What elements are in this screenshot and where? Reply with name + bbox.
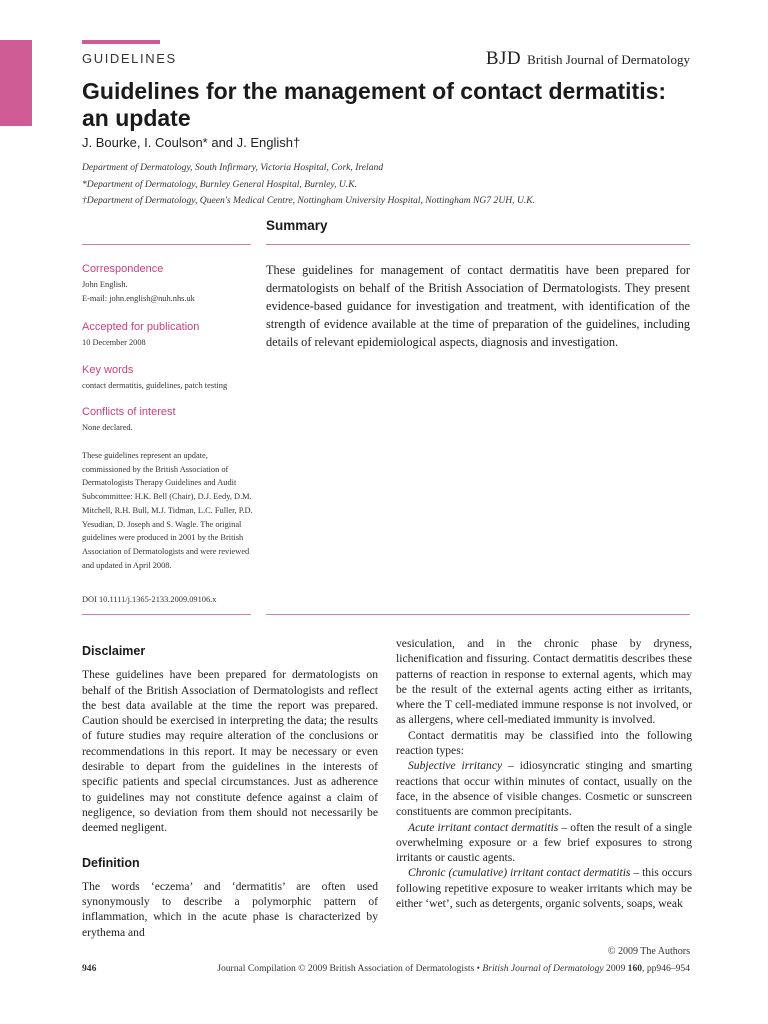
affiliation: †Department of Dermatology, Queen's Medical Centre, Nottingham University Hospital, Nottingham NG7 2UH, U.K. [82,195,536,206]
sidebar-top-rule [82,244,251,245]
summary-top-rule [266,244,690,245]
reaction-type-acute: Acute irritant contact dermatitis – often the result of a single overwhelming exposure or a few brief exposures to strong irritants or caustic agents. [396,820,693,865]
summary-heading: Summary [266,218,328,233]
journal-header [486,48,690,70]
article-title: Guidelines for the management of contact dermatitis: an update [82,78,667,131]
page-number: 946 [82,963,97,974]
summary-bottom-rule [266,614,690,615]
conflicts-heading: Conflicts of interest [82,406,176,418]
term: Chronic (cumulative) irritant contact dermatitis [408,866,631,880]
section-tag: GUIDELINES [82,51,177,66]
correspondence-name: John English. [82,280,128,289]
correspondence-email: E-mail: john.english@nuh.nhs.uk [82,293,195,303]
affiliation: *Department of Dermatology, Burnley General Hospital, Burnley, U.K. [82,178,357,190]
accepted-date: 10 December 2008 [82,338,146,347]
affiliation: Department of Dermatology, South Infirmary, Victoria Hospital, Cork, Ireland [82,162,384,173]
keywords-block [82,364,267,393]
definition-heading: Definition [82,855,140,870]
footer-copyright: © 2009 The Authors [607,946,690,957]
article-authors: J. Bourke, I. Coulson* and J. English† [82,135,301,150]
affiliations [82,160,535,210]
conflicts-text: None declared. [82,423,133,432]
disclaimer-text: These guidelines have been prepared for dermatologists on behalf of the British Association of Dermatologists and reflect the best data available at the time the report was prepared. Caution should be exercised in interpreting the data; the results of future studies may require alteration of the conclusions or recommendations in this report. It may be necessary or even desirable to depart from the guidelines in the interests of specific patients and special circumstances. Just as adherence to guidelines may not constitute defence against a claim of negligence, so deviation from them should not necessarily be deemed negligent. [82,668,378,835]
doi: DOI 10.1111/j.1365-2133.2009.09106.x [82,595,217,604]
keywords-heading: Key words [82,364,134,376]
disclaimer-heading: Disclaimer [82,644,146,658]
definition-text: The words ‘eczema’ and ‘dermatitis’ are often used synonymously to describe a polymorphic pattern of inflammation, which in the acute phase is characterized by erythema and [82,879,378,939]
body-column-left [82,636,378,940]
guidelines-note: These guidelines represent an update, commissioned by the British Association of Dermatologists Therapy Guidelines and Audit Subcommittee: H.K. Bell (Chair), D.J. Eedy, D.M. Mitchell, R.H. Bull, M.J. Tidman, L.C. Fuller, P.D. Yesudian, D. Joseph and S. Wagle. The original guidelines were produced in 2001 by the British Association of Dermatologists and were reviewed and updated in April 2008. [82,451,253,570]
section-color-tab [0,40,32,126]
sidebar-bottom-rule [82,614,251,615]
conflicts-block [82,406,267,435]
term: Subjective irritancy [408,759,503,773]
term: Acute irritant contact dermatitis [408,820,559,834]
body-column-right [396,636,692,911]
reaction-type-chronic: Chronic (cumulative) irritant contact dermatitis – this occurs following repetitive exposure to weaker irritants which may be either ‘wet’, such as detergents, organic solvents, soaps, weak [396,866,692,911]
correspondence-heading: Correspondence [82,263,164,275]
keywords-text: contact dermatitis, guidelines, patch testing [82,381,228,390]
summary-body: These guidelines for management of contact dermatitis have been prepared for dermatologists on behalf of the British Association of Dermatologists. They present evidence-based guidance for investigation and treatment, with identification of the strength of evidence available at the time of preparation of the guidelines, including details of relevant epidemiological aspects, diagnosis and investigation. [266,263,690,349]
section-tag-rule [82,40,160,44]
journal-abbrev: BJD [485,48,522,69]
accepted-block [82,321,267,350]
reaction-type-subjective: Subjective irritancy – idiosyncratic stinging and smarting reactions that occur within minutes of contact, usually on the face, in the absence of visible changes. Cosmetic or sunscreen constituents are common precipitants. [396,759,692,819]
body-paragraph: vesiculation, and in the chronic phase by dryness, lichenification and fissuring. Contact dermatitis describes these patterns of reaction in response to external agents, which may be the result of the external agents acting either as irritants, where the T cell-mediated immune response is not involved, or as allergens, where cell-mediated immunity is involved. [396,637,692,727]
accepted-heading: Accepted for publication [82,321,200,333]
journal-citation: Journal Compilation © 2009 British Association of Dermatologists • British Journal of Dermatology 2009 160, pp946–954 [217,963,690,974]
correspondence-block [82,263,267,305]
journal-name: British Journal of Dermatology [527,52,690,67]
body-paragraph: Contact dermatitis may be classified into the following reaction types: [396,728,692,758]
